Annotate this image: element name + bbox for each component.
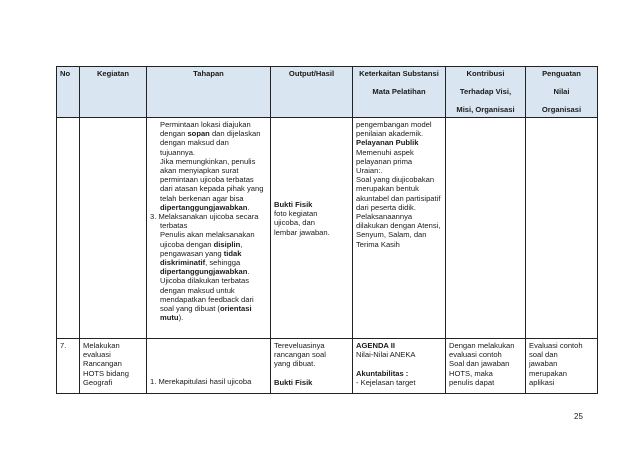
cell-keterkaitan [353, 339, 446, 394]
tahapan-line: dari atasan kepada pihak yang [160, 184, 264, 194]
tahapan-line: permintaan ujicoba terbatas [160, 175, 254, 185]
tahapan-line: pengawasan yang tidak [160, 248, 242, 258]
penguatan-line: jawaban [529, 359, 558, 369]
header-keterkaitan-line1: Keterkaitan Substansi [359, 69, 439, 78]
header-no: No [57, 67, 80, 118]
table-row-continuation [57, 118, 598, 339]
tahapan-line: diskriminatif, sehingga [160, 258, 241, 268]
kegiatan-line: Geografi [83, 377, 113, 387]
cell-kontribusi [446, 118, 526, 339]
tahapan-line: tujuannya. [160, 147, 196, 157]
cell-kegiatan [80, 118, 147, 339]
keterkaitan-line: Pelaksanaannya [356, 212, 413, 222]
output-line: rancangan soal [274, 350, 326, 360]
kegiatan-line: Rancangan [83, 359, 122, 369]
header-keterkaitan-line2: Mata Pelatihan [372, 87, 426, 97]
output-line: Tereveluasinya [274, 341, 325, 350]
tahapan-line: soal yang dibuat (orientasi [160, 304, 252, 314]
keterkaitan-line: pelayanan prima [356, 156, 413, 166]
tahapan-step-1: 1. Merekapitulasi hasil ujicoba [150, 377, 252, 386]
penguatan-line: Evaluasi contoh [529, 341, 583, 350]
cell-no: 7. [57, 339, 80, 394]
kontribusi-line: penulis dapat [449, 377, 495, 387]
cell-keterkaitan [353, 118, 446, 339]
tahapan-line: dengan sopan dan dijelaskan [160, 129, 261, 139]
keterkaitan-line: Terima Kasih [356, 239, 400, 249]
tahapan-line: dengan maksud untuk [160, 285, 235, 295]
keterkaitan-line: dilakukan dengan Atensi, [356, 221, 441, 231]
header-keterkaitan [353, 67, 446, 118]
tahapan-line: Jika memungkinkan, penulis [160, 156, 256, 166]
keterkaitan-line: Nilai-Nilai ANEKA [356, 350, 416, 360]
header-penguatan-line2: Nilai [553, 87, 570, 97]
keterkaitan-line: pengembangan model [356, 120, 432, 129]
keterkaitan-line: Uraian:. [356, 166, 383, 176]
cell-tahapan [147, 339, 271, 394]
kegiatan-line: evaluasi [83, 350, 111, 360]
tahapan-line: Ujicoba dilakukan terbatas [160, 276, 250, 286]
keterkaitan-line: dari peserta didik. [356, 202, 416, 212]
tahapan-line: akan menyiapkan surat [160, 166, 239, 176]
tahapan-line: dipertanggungjawabkan. [160, 202, 250, 212]
kontribusi-line: HOTS, maka [449, 368, 493, 378]
cell-no [57, 118, 80, 339]
tahapan-line: Penulis akan melaksanakan [160, 230, 255, 240]
kontribusi-line: Dengan melakukan [449, 341, 515, 350]
cell-kontribusi [446, 339, 526, 394]
header-kontribusi-line2: Terhadap Visi, [459, 87, 512, 97]
table-header-row [57, 67, 598, 118]
output-line: foto kegiatan [274, 209, 318, 219]
table-row-7 [57, 339, 598, 394]
penguatan-line: aplikasi [529, 377, 555, 387]
cell-kegiatan [80, 339, 147, 394]
output-line [274, 369, 349, 378]
tahapan-line: telah berkenan agar bisa [160, 193, 244, 203]
output-line: Bukti Fisik [274, 377, 313, 387]
header-kontribusi-line1: Kontribusi [466, 69, 505, 78]
header-penguatan [526, 67, 598, 118]
tahapan-line: Permintaan lokasi diajukan [160, 120, 251, 129]
keterkaitan-line: akuntabel dan partisipatif [356, 193, 441, 203]
tahapan-line: ujicoba dengan disiplin, [160, 239, 243, 249]
header-penguatan-line3: Organisasi [541, 105, 582, 115]
page-number: 25 [574, 412, 583, 421]
penguatan-line: merupakan [529, 368, 567, 378]
header-kegiatan: Kegiatan [80, 67, 147, 118]
keterkaitan-line: Soal yang diujicobakan [356, 175, 435, 185]
keterkaitan-line: Akuntabilitas : [356, 368, 409, 378]
keterkaitan-line [356, 359, 442, 368]
header-penguatan-line1: Penguatan [542, 69, 581, 78]
keterkaitan-line: - Kejelasan target [356, 377, 416, 387]
keterkaitan-line: AGENDA II [356, 341, 395, 350]
kegiatan-line: HOTS bidang [83, 368, 130, 378]
header-kontribusi [446, 67, 526, 118]
header-kontribusi-line3: Misi, Organisasi [456, 105, 515, 115]
penguatan-line: soal dan [529, 350, 558, 360]
output-line: lembar jawaban. [274, 227, 330, 237]
output-line: Bukti Fisik [274, 200, 313, 209]
keterkaitan-line: penilaian akademik. [356, 129, 424, 139]
cell-output [271, 118, 353, 339]
tahapan-line: mendapatkan feedback dari [160, 294, 254, 304]
rencana-kegiatan-table [56, 66, 598, 394]
cell-penguatan [526, 339, 598, 394]
cell-output [271, 339, 353, 394]
kontribusi-line: evaluasi contoh [449, 350, 502, 360]
header-tahapan: Tahapan [147, 67, 271, 118]
output-line: ujicoba, dan [274, 218, 315, 228]
keterkaitan-line: Pelayanan Publik [356, 138, 419, 148]
tahapan-line: dengan maksud dan [160, 138, 229, 148]
tahapan-step-3: 3. Melaksanakan ujicoba secara [150, 212, 259, 222]
keterkaitan-line: merupakan bentuk [356, 184, 419, 194]
kontribusi-line: Soal dan jawaban [449, 359, 510, 369]
keterkaitan-line: Memenuhi aspek [356, 147, 414, 157]
cell-penguatan [526, 118, 598, 339]
tahapan-line: mutu). [160, 313, 184, 323]
kegiatan-line: Melakukan [83, 341, 120, 350]
tahapan-line: dipertanggungjawabkan. [160, 267, 250, 277]
header-output: Output/Hasil [271, 67, 353, 118]
output-line: yang dibuat. [274, 359, 316, 369]
cell-tahapan [147, 118, 271, 339]
tahapan-line: terbatas [160, 221, 188, 231]
keterkaitan-line: Senyum, Salam, dan [356, 230, 427, 240]
